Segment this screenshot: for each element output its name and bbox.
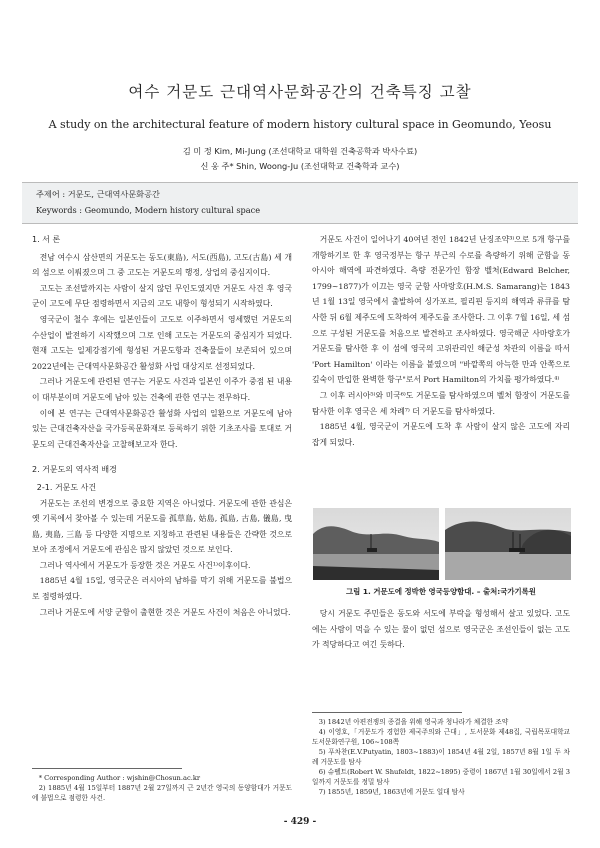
footnote-rule: [312, 712, 462, 713]
keywords-english: Keywords : Geomundo, Modern history cultural space: [36, 205, 261, 215]
left-column: [32, 232, 292, 620]
paper-title-english: A study on the architectural feature of modern history cultural space in Geomundo, Yeosu: [48, 118, 552, 131]
paragraph: 그러나 거문도에 서양 군함이 출현한 것은 거문도 사건이 처음은 아니었다.: [39, 607, 291, 617]
photo-left-harbor: [313, 508, 439, 580]
footnote-7: 7) 1855년, 1859년, 1863년에 거문도 일대 탐사: [318, 788, 465, 796]
paragraph: 1885년 4월 15일, 영국군은 러시아의 남하를 막기 위해 거문도를 불법으로 점령하였다.: [32, 576, 292, 602]
author-2: 신 웅 주* Shin, Woong-Ju (조선대학교 건축학과 교수): [200, 161, 400, 171]
paragraph: 영국군이 철수 후에는 일본인들이 고도로 이주하면서 영세했던 거문도의 수산업이 발전하기 시작했으며 그로 인해 고도는 거문도의 중심지가 되었다. 현재 고도는 일제강점기에 형성된 거문도항과 건축물들이 보존되어 있으며 2022년에는 근대역사문화공간 활성화 사업 대상지로 선정되었다.: [32, 314, 292, 371]
footnote-4: 4) 이영호,「거문도가 경험한 제국주의와 근대」, 도서문화 제48집, 국립목포대학교 도서문화연구원, 106~108쪽: [312, 728, 570, 746]
paragraph: 고도는 조선말까지는 사람이 살지 않던 무인도였지만 거문도 사건 후 영국군이 고도에 무단 점령하면서 지금의 고도 내항이 형성되기 시작하였다.: [32, 283, 292, 309]
figure-1-photo: [313, 508, 571, 580]
author-1: 김 미 정 Kim, Mi-Jung (조선대학교 대학원 건축공학과 박사수료): [182, 146, 418, 156]
photo-right-fleet: [445, 508, 571, 580]
figure-1-caption: 그림 1. 거문도에 정박한 영국등양함대. – 출처:국가기록원: [346, 587, 536, 596]
right-column-continued: [312, 606, 570, 653]
keywords-box: [22, 182, 578, 224]
paragraph: 당시 거문도 주민들은 동도와 서도에 부락을 형성해서 살고 있었다. 고도에는 사람이 먹을 수 있는 물이 없던 섬으로 영국군은 조선인들이 없는 고도가 적당하다고 여긴 듯하다.: [312, 609, 570, 650]
paragraph: 그러나 거문도에 관련된 연구는 거문도 사건과 일본인 이주가 중점 된 내용이 대부분이며 거문도에 남아 있는 건축에 관한 연구는 전무하다.: [32, 377, 292, 402]
paper-title-korean: 여수 거문도 근대역사문화공간의 건축특징 고찰: [128, 83, 472, 101]
paragraph: 거문도는 조선의 변경으로 중요한 지역은 아니었다. 거문도에 관한 관심은 옛 기록에서 찾아볼 수 있는데 거문도를 孤草島, 姑島, 孤島, 古島, 儀島, 曳島, 夷島, 三島 등 다양한 지명으로 지칭하고 관련된 내용들은 간략한 것으로 보아 조정에서 거문도에 관심은 많지 않았던 것으로 보인다.: [32, 498, 292, 555]
keywords-korean: 주제어 : 거문도, 근대역사문화공간: [36, 189, 160, 199]
paragraph: 전남 여수시 삼산면의 거문도는 동도(東島), 서도(西島), 고도(古島) 세 개의 섬으로 이뤄졌으며 그 중 고도는 거문도의 행정, 상업의 중심지이다.: [32, 252, 292, 278]
section-heading-history: 2. 거문도의 역사적 배경: [32, 465, 117, 475]
section-heading-intro: 1. 서 론: [32, 235, 61, 244]
footnote-2: 2) 1885년 4월 15일부터 1887년 2월 27일까지 근 2년간 영국의 동양함대가 거문도에 불법으로 점령한 사건.: [32, 784, 292, 802]
paragraph: 그 이후 러시아⁵⁾와 미국⁶⁾도 거문도를 탐사하였으며 벨처 함장이 거문도를 탐사한 이후 영국은 세 차례⁷⁾ 더 거문도를 탐사하였다.: [312, 390, 570, 416]
footnote-3: 3) 1842년 아편전쟁의 종결을 위해 영국과 청나라가 체결한 조약: [318, 718, 509, 726]
page-number: - 429 -: [283, 817, 317, 827]
footnote-6: 6) 슈펠트(Robert W. Shufeldt, 1822~1895) 중령이 1867년 1월 30일에서 2월 3일까지 거문도를 정밀 탐사: [312, 768, 570, 786]
paragraph: 1885년 4월, 영국군이 거문도에 도착 후 사람이 살지 않은 고도에 자리 잡게 되었다.: [312, 422, 570, 447]
paragraph: 거문도 사건이 일어나기 40여년 전인 1842년 난징조약³⁾으로 5개 항구를 개항하기로 한 후 영국정부는 항구 부근의 수로를 측량하기 위해 군함을 동아시아 해역에 파견하였다. 측량 전문가인 함장 벨처(Edward Belcher, 1799~1877)가 이끄는 영국 군함 사마랑호(H.M.S. Samarang)는 1843년 1월 13일 영국에서 출발하여 싱가포르, 필리핀 등지의 해역과 류큐를 탐사한 뒤 6월 제주도에 도착하여 제주도를 조사한다. 그 이후 7월 16일, 세 섬으로 구성된 거문도를 처음으로 발견하고 조사하였다. 영국해군 사마랑호가 거문도를 탐사한 후 이 섬에 영국의 고위관리인 해군성 차관의 이름을 따서 'Port Hamilton' 이라는 이름을 붙였으며 "바깥쪽의 아늑한 만과 안쪽으로 깊숙이 만입한 완벽한 항구"로서 Port Hamilton의 가치를 평가하였다.⁴⁾: [312, 235, 570, 385]
footnote-rule: [32, 768, 182, 769]
left-footnotes: [32, 764, 292, 803]
right-footnotes: [312, 708, 570, 797]
footnote-corresponding: * Corresponding Author : wjshin@Chosun.ac.kr: [38, 774, 201, 782]
right-column: [312, 232, 570, 450]
footnote-5: 5) 푸차찬(E.V.Putyatin, 1803~1883)이 1854년 4월 2일, 1857년 8월 1일 두 차례 거문도를 탐사: [312, 748, 570, 766]
paragraph: 이에 본 연구는 근대역사문화공간 활성화 사업의 일환으로 거문도에 남아 있는 근대건축자산을 국가등록문화재로 등록하기 위한 기초조사를 토대로 거문도의 근대건축자산을 고찰해보고자 한다.: [32, 408, 292, 449]
subsection-heading: 2-1. 거문도 사건: [36, 482, 97, 492]
paragraph: 그러나 역사에서 거문도가 등장한 것은 거문도 사건¹⁾이후이다.: [39, 560, 251, 570]
